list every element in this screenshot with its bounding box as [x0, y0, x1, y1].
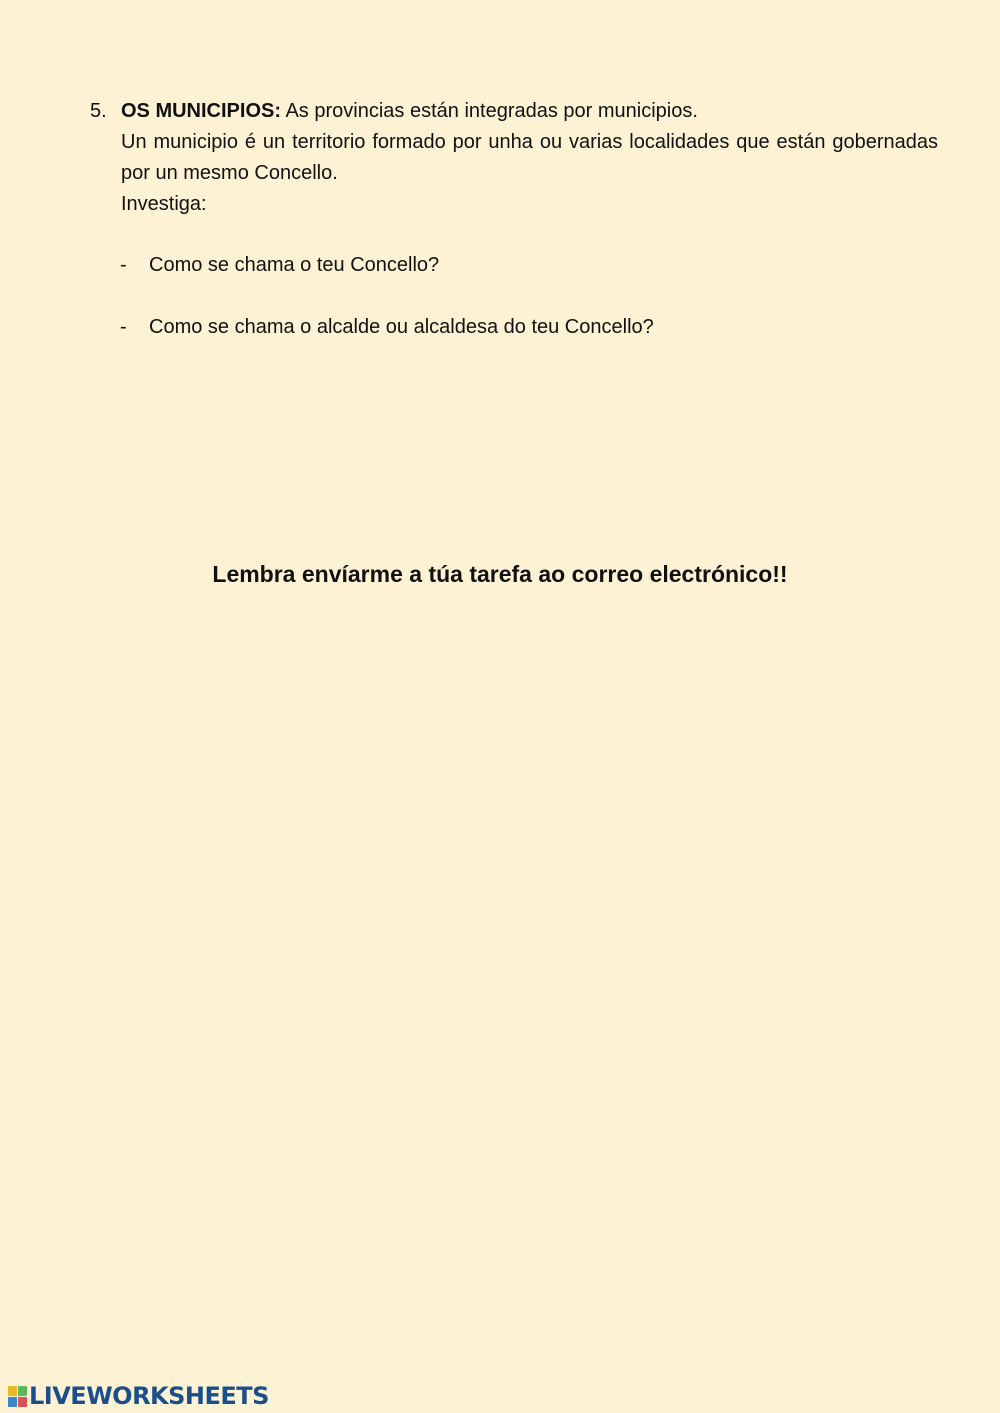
municipios-section — [90, 96, 938, 220]
item-intro — [121, 96, 938, 127]
question-bullet: - — [120, 316, 127, 338]
section-heading: OS MUNICIPIOS: — [121, 100, 282, 122]
question-text: Como se chama o teu Concello? — [149, 254, 440, 276]
intro-text: As provincias están integradas por municipios. — [281, 100, 698, 122]
item-heading-line — [90, 96, 938, 127]
logo-text: LIVEWORKSHEETS — [29, 1382, 269, 1410]
question-item — [120, 312, 654, 343]
prompt-text: Investiga: — [121, 193, 207, 215]
question-item — [120, 250, 439, 281]
liveworksheets-logo[interactable] — [8, 1382, 269, 1410]
definition-paragraph: Un municipio é un territorio formado por unha ou varias localidades que están gobernadas por un mesmo Concello. — [121, 131, 938, 184]
item-number: 5. — [90, 100, 107, 122]
reminder-text: Lembra envíarme a túa tarefa ao correo electrónico!! — [212, 561, 788, 587]
question-bullet: - — [120, 254, 127, 276]
question-text: Como se chama o alcalde ou alcaldesa do teu Concello? — [149, 316, 654, 338]
liveworksheets-blocks-icon — [8, 1386, 27, 1407]
